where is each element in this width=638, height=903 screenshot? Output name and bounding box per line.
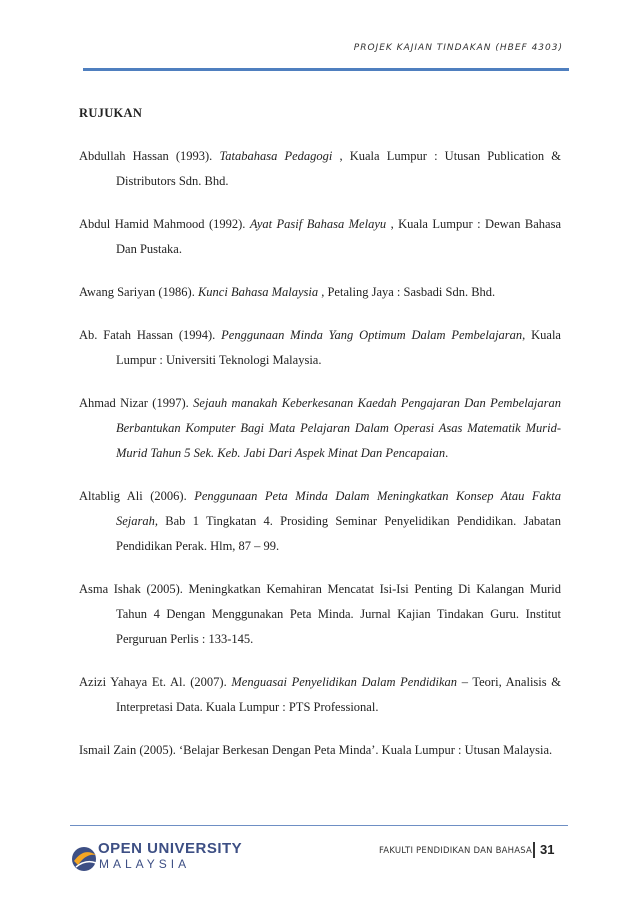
reference-item: Ab. Fatah Hassan (1994). Penggunaan Minda Yang Optimum Dalam Pembelajaran, Kuala Lumpur : Universiti Teknologi Malaysia.: [79, 328, 561, 367]
running-header: PROJEK KAJIAN TINDAKAN (HBEF 4303): [353, 43, 563, 53]
page-number: 31: [540, 842, 555, 857]
reference-item: Awang Sariyan (1986). Kunci Bahasa Malaysia , Petaling Jaya : Sasbadi Sdn. Bhd.: [79, 285, 496, 299]
reference-item: Ismail Zain (2005). ‘Belajar Berkesan Dengan Peta Minda’. Kuala Lumpur : Utusan Malaysia.: [79, 743, 553, 757]
footer-separator: [533, 842, 535, 858]
logo-text: OPEN UNIVERSITY: [98, 840, 243, 857]
faculty-label: FAKULTI PENDIDIKAN DAN BAHASA: [379, 846, 533, 856]
reference-item: Ahmad Nizar (1997). Sejauh manakah Keberkesanan Kaedah Pengajaran Dan Pembelajaran Berbantukan Komputer Bagi Mata Pelajaran Dalam Operasi Asas Matematik Murid-Murid Tahun 5 Sek. Keb. Jabi Dari Aspek Minat Dan Pencapaian.: [79, 396, 561, 460]
section-heading: RUJUKAN: [79, 106, 143, 120]
logo-subtext: MALAYSIA: [99, 857, 191, 871]
footer-divider: [70, 825, 568, 826]
reference-item: Abdul Hamid Mahmood (1992). Ayat Pasif Bahasa Melayu , Kuala Lumpur : Dewan Bahasa Dan Pustaka.: [79, 217, 561, 256]
reference-list: [79, 144, 561, 781]
header-divider: [83, 68, 569, 71]
reference-item: Altablig Ali (2006). Penggunaan Peta Minda Dalam Meningkatkan Konsep Atau Fakta Sejarah, Bab 1 Tingkatan 4. Prosiding Seminar Penyelidikan Pendidikan. Jabatan Pendidikan Perak. Hlm, 87 – 99.: [79, 489, 561, 553]
reference-item: Azizi Yahaya Et. Al. (2007). Menguasai Penyelidikan Dalam Pendidikan – Teori, Analisis & Interpretasi Data. Kuala Lumpur : PTS Professional.: [79, 675, 561, 714]
reference-item: Asma Ishak (2005). Meningkatkan Kemahiran Mencatat Isi-Isi Penting Di Kalangan Murid Tahun 4 Dengan Menggunakan Peta Minda. Jurnal Kajian Tindakan Guru. Institut Perguruan Perlis : 133-145.: [79, 582, 561, 646]
reference-item: Abdullah Hassan (1993). Tatabahasa Pedagogi , Kuala Lumpur : Utusan Publication & Distributors Sdn. Bhd.: [79, 149, 561, 188]
